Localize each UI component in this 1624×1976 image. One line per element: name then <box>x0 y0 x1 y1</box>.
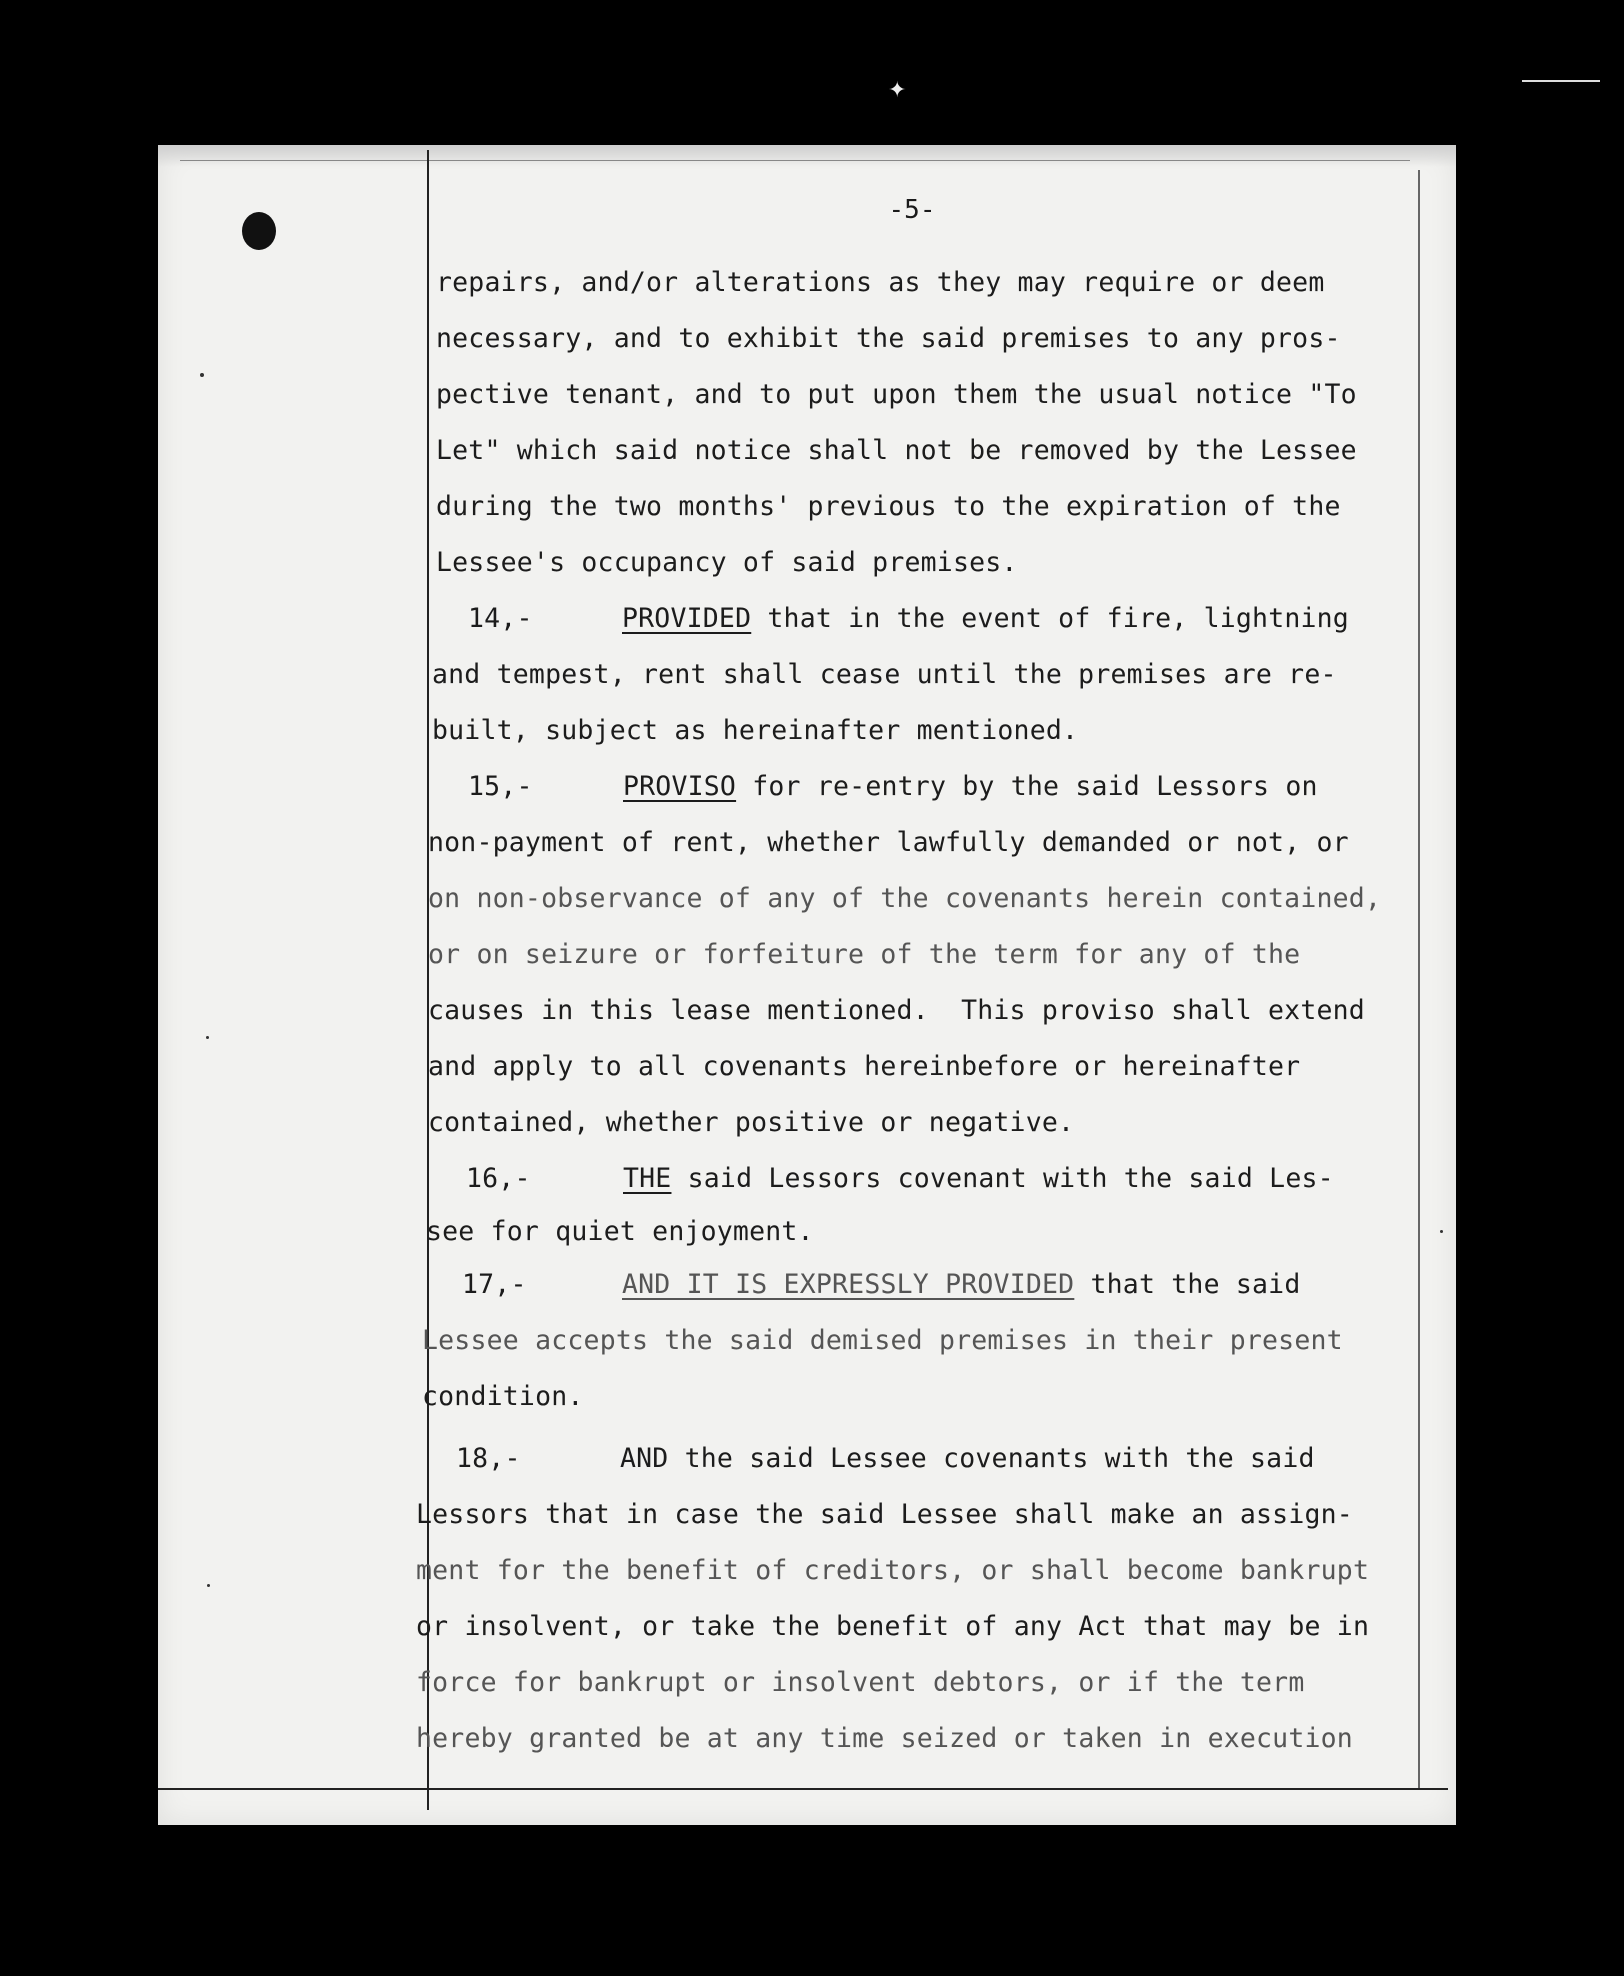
text-line: and apply to all covenants hereinbefore or hereinafter <box>428 1051 1301 1082</box>
text-line: on non-observance of any of the covenants herein contained, <box>428 883 1382 914</box>
text-line: see for quiet enjoyment. <box>426 1216 814 1247</box>
text-line: contained, whether positive or negative. <box>428 1107 1075 1138</box>
clause-heading: AND IT IS EXPRESSLY PROVIDED <box>622 1269 1075 1300</box>
text-line: force for bankrupt or insolvent debtors, or if the term <box>416 1667 1305 1698</box>
text-line: and tempest, rent shall cease until the premises are re- <box>432 659 1337 690</box>
text-line: Lessee's occupancy of said premises. <box>436 547 1018 578</box>
clause-first-line <box>432 591 1428 647</box>
paper-speck <box>1440 1230 1443 1233</box>
clause-first-line-text: that the said <box>1074 1269 1301 1300</box>
text-line: during the two months' previous to the expiration of the <box>436 491 1341 522</box>
text-line: built, subject as hereinafter mentioned. <box>432 715 1079 746</box>
clause-15 <box>428 759 1428 1151</box>
clause-heading: PROVIDED <box>622 603 752 634</box>
clause-first-line-text: the said Lessee covenants with the said <box>668 1443 1315 1474</box>
clause-number: 14,- <box>468 603 533 634</box>
clause-first-line-text: that in the event of fire, lightning <box>751 603 1349 634</box>
text-line: Lessee accepts the said demised premises in their present <box>422 1325 1343 1356</box>
text-line: or on seizure or forfeiture of the term for any of the <box>428 939 1301 970</box>
text-line: pective tenant, and to put upon them the usual notice "To <box>436 379 1357 410</box>
clause-17 <box>422 1257 1428 1425</box>
clause-16 <box>426 1151 1428 1257</box>
clause-number: 17,- <box>462 1269 527 1300</box>
clause-number: 16,- <box>466 1163 531 1194</box>
top-rule <box>180 160 1410 161</box>
text-line: non-payment of rent, whether lawfully demanded or not, or <box>428 827 1349 858</box>
clause-number: 15,- <box>468 771 533 802</box>
clause-first-line-text: said Lessors covenant with the said Les- <box>671 1163 1334 1194</box>
text-line: ment for the benefit of creditors, or shall become bankrupt <box>416 1555 1370 1586</box>
page-top-shadow <box>158 145 1456 167</box>
text-line: necessary, and to exhibit the said premises to any pros- <box>436 323 1341 354</box>
text-line: condition. <box>422 1381 584 1412</box>
clause-heading: AND <box>620 1443 669 1474</box>
text-line: hereby granted be at any time seized or taken in execution <box>416 1723 1353 1754</box>
clause-first-line <box>428 759 1428 815</box>
paper-speck <box>206 1036 209 1039</box>
text-line: Let" which said notice shall not be removed by the Lessee <box>436 435 1357 466</box>
clause-first-line <box>416 1431 1428 1487</box>
clause-18 <box>416 1431 1428 1767</box>
clause-14 <box>432 591 1428 759</box>
clause-first-line-text: for re-entry by the said Lessors on <box>736 771 1318 802</box>
paper-speck <box>207 1584 210 1587</box>
text-line: repairs, and/or alterations as they may require or deem <box>436 267 1325 298</box>
scanner-artifact: ✦ <box>888 78 907 103</box>
paper-speck <box>200 373 204 377</box>
clause-number: 18,- <box>456 1443 521 1474</box>
text-line: causes in this lease mentioned. This proviso shall extend <box>428 995 1365 1026</box>
clause-first-line <box>422 1257 1428 1313</box>
text-line: or insolvent, or take the benefit of any Act that may be in <box>416 1611 1370 1642</box>
paragraph-continuation <box>436 255 1428 591</box>
clause-first-line <box>426 1151 1428 1207</box>
document-body <box>418 255 1428 1767</box>
text-line: Lessors that in case the said Lessee shall make an assign- <box>416 1499 1353 1530</box>
page-number: -5- <box>888 195 936 225</box>
clause-heading: THE <box>623 1163 672 1194</box>
bottom-margin-rule <box>158 1788 1448 1790</box>
clause-heading: PROVISO <box>623 771 737 802</box>
scanner-artifact-line <box>1522 80 1600 82</box>
